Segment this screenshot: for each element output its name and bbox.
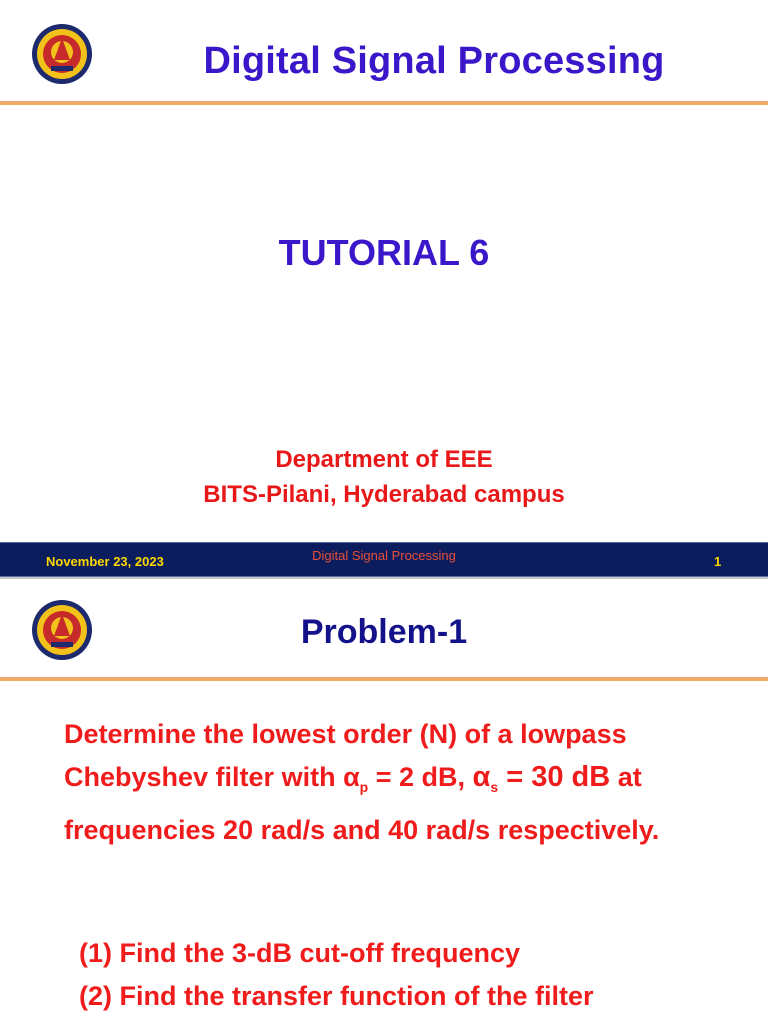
title-divider <box>0 101 768 105</box>
footer-date: November 23, 2023 <box>46 554 164 569</box>
footer-page-number: 1 <box>714 554 722 569</box>
slide-title: Digital Signal Processing <box>203 40 665 82</box>
task-item: (2) Find the transfer function of the filter <box>79 981 594 1011</box>
bits-pilani-crest-logo <box>30 22 94 86</box>
problem-title: Problem-1 <box>300 613 468 651</box>
alpha-symbol-p: α <box>343 762 360 792</box>
alpha-symbol-s: α <box>472 761 491 793</box>
problem-text-3: = 30 dB <box>498 761 611 793</box>
title-divider <box>0 677 768 681</box>
campus-name: BITS-Pilani, Hyderabad campus <box>203 481 565 508</box>
problem-text-1: Determine the lowest order (N) of a lowpass Chebyshev filter with <box>64 719 627 792</box>
slide-2 <box>0 579 768 1024</box>
department-block <box>0 442 768 512</box>
slide-footer <box>0 542 768 577</box>
subscript-s: s <box>490 779 499 795</box>
department-name: Department of EEE <box>275 446 493 473</box>
tutorial-heading: TUTORIAL 6 <box>278 232 490 273</box>
problem-text-4: at frequencies 20 rad/s and 40 rad/s respectively. <box>64 762 660 845</box>
footer-title: Digital Signal Processing <box>312 548 456 563</box>
problem-statement <box>64 713 744 852</box>
task-list <box>79 932 759 1018</box>
task-item: (1) Find the 3-dB cut-off frequency <box>79 938 520 968</box>
subscript-p: p <box>359 779 369 795</box>
problem-text-2: = 2 dB, <box>368 762 473 792</box>
